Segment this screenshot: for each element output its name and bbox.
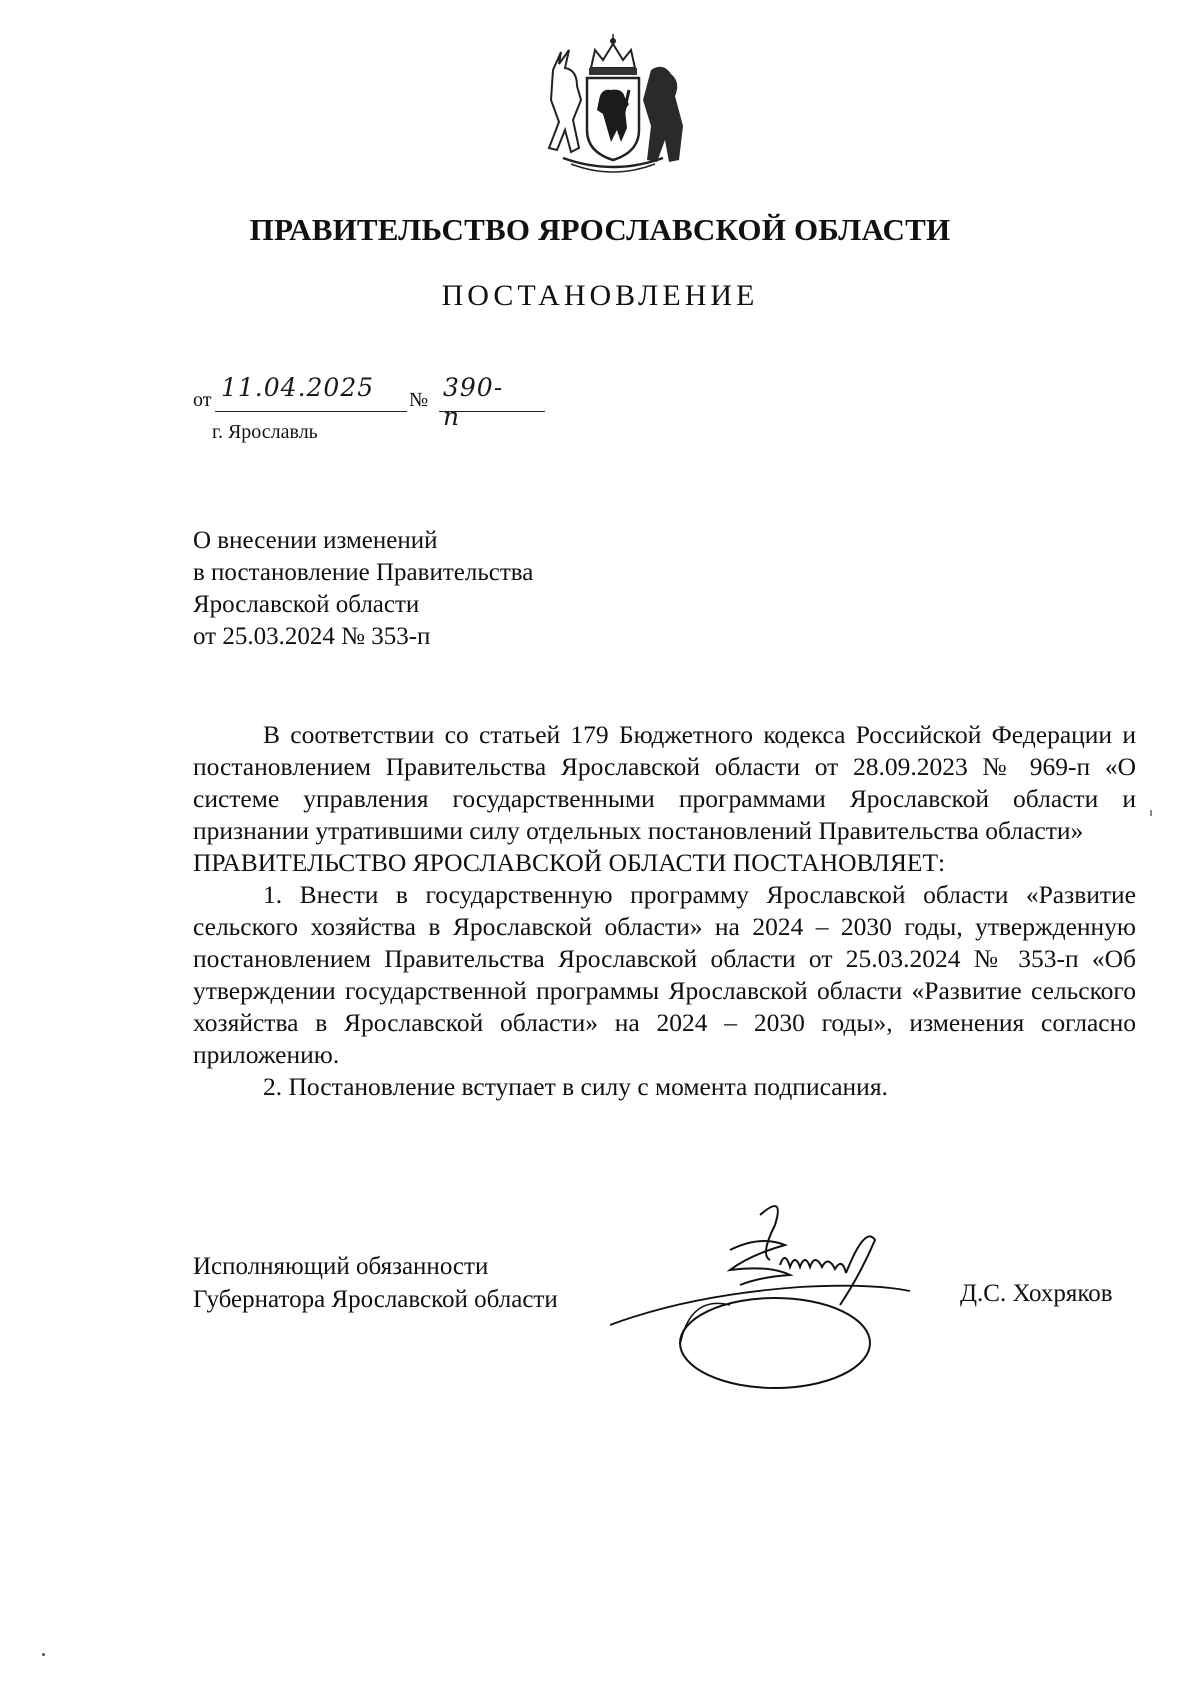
subject-line: в постановление Правительства [193,559,534,586]
scan-speck [42,1653,45,1656]
preamble-paragraph: В соответствии со статьей 179 Бюджетного кодекса Российской Федерации и постановлением Правительства Ярославской области от 28.09.2023 № 969-п «О системе управления государственными программами Ярославской области и признании утратившими силу отдельных постановлений Правительства области» [193,720,1136,845]
signer-position [193,1250,558,1316]
document-body [193,719,1136,1103]
subject-line: от 25.03.2024 № 353-п [193,623,431,650]
signer-name: Д.С. Хохряков [960,1280,1113,1307]
scan-mark [1150,810,1152,816]
number-prefix: № [409,389,429,411]
city-label: г. Ярославль [212,421,318,443]
handwritten-number: 390-п [443,373,504,431]
position-line: Исполняющий обязанности [193,1253,489,1280]
handwritten-signature [610,1195,940,1395]
subject-line: О внесении изменений [193,527,438,554]
handwritten-date: 11.04.2025 [221,373,375,402]
subject-line: Ярославской области [193,591,420,618]
subject-block [193,525,533,653]
organization-title: ПРАВИТЕЛЬСТВО ЯРОСЛАВСКОЙ ОБЛАСТИ [249,212,951,247]
item-2-paragraph: 2. Постановление вступает в силу с момента подписания. [263,1072,888,1101]
yaroslavl-coat-of-arms-icon [533,30,693,180]
item-1-paragraph: 1. Внести в государственную программу Ярославской области «Развитие сельского хозяйства в Ярославской области» на 2024 – 2030 годы, утвержденную постановлением Правительства Ярославской области от 25.03.2024 № 353-п «Об утверждении государственной программы Ярославской области «Развитие сельского хозяйства в Ярославской области» на 2024 – 2030 годы», изменения согласно приложению. [193,880,1136,1069]
date-prefix: от [193,389,212,411]
decree-phrase: ПРАВИТЕЛЬСТВО ЯРОСЛАВСКОЙ ОБЛАСТИ ПОСТАНОВЛЯЕТ: [193,848,946,877]
position-line: Губернатора Ярославской области [193,1286,558,1313]
date-underline [215,411,407,412]
document-type: ПОСТАНОВЛЕНИЕ [441,279,759,312]
